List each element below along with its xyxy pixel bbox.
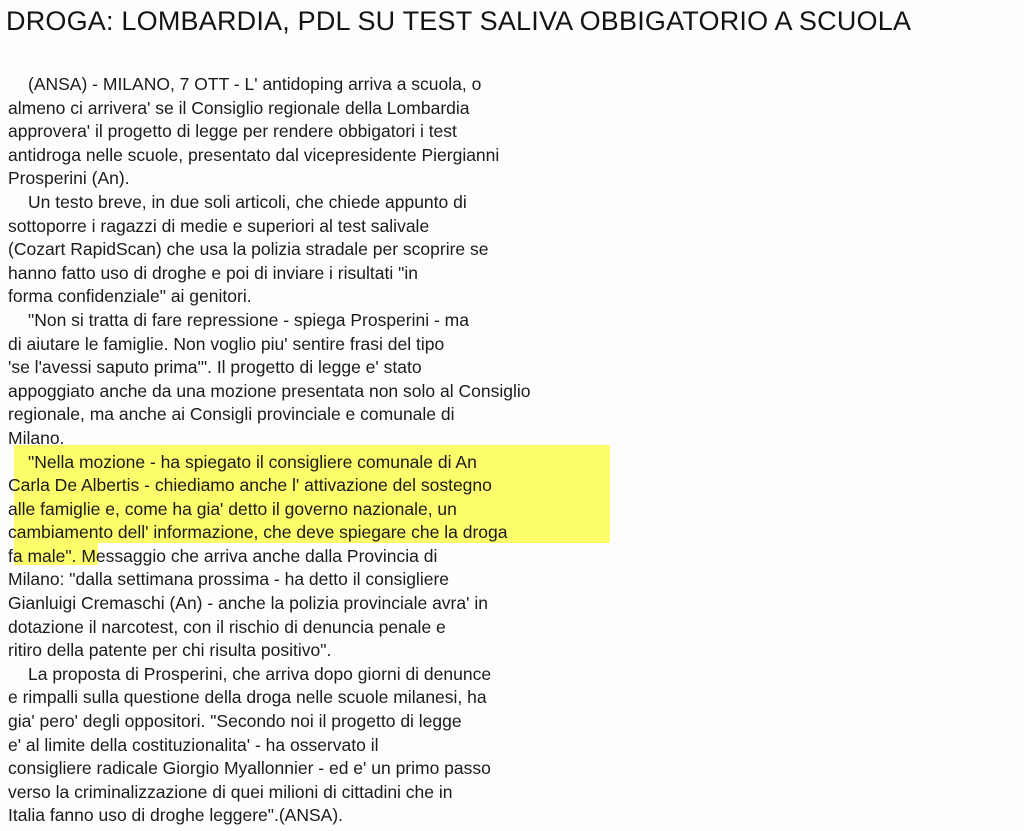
article-line: Gianluigi Cremaschi (An) - anche la polizia provinciale avra' in bbox=[8, 593, 488, 614]
article-line: fa male". Messaggio che arriva anche dalla Provincia di bbox=[8, 545, 438, 566]
article-line: "Nella mozione - ha spiegato il consigliere comunale di An bbox=[28, 451, 477, 472]
article-line: appoggiato anche da una mozione presentata non solo al Consiglio bbox=[8, 380, 531, 401]
article-line: ritiro della patente per chi risulta positivo". bbox=[8, 640, 332, 661]
article-line: e' al limite della costituzionalita' - ha osservato il bbox=[8, 734, 379, 755]
article-line: (ANSA) - MILANO, 7 OTT - L' antidoping arriva a scuola, o bbox=[28, 74, 482, 94]
article-line: regionale, ma anche ai Consigli provinciale e comunale di bbox=[8, 404, 455, 425]
article-line: sottoporre i ragazzi di medie e superiori al test salivale bbox=[8, 215, 430, 236]
article-line: La proposta di Prosperini, che arriva dopo giorni di denunce bbox=[28, 663, 492, 684]
article-line: antidroga nelle scuole, presentato dal vicepresidente Piergianni bbox=[8, 144, 500, 165]
article-line: 'se l'avessi saputo prima'". Il progetto di legge e' stato bbox=[8, 357, 422, 378]
article-line: verso la criminalizzazione di quei milioni di cittadini che in bbox=[8, 781, 453, 802]
article-line: gia' pero' degli oppositori. "Secondo noi il progetto di legge bbox=[8, 711, 462, 732]
article-line: Carla De Albertis - chiediamo anche l' attivazione del sostegno bbox=[8, 475, 492, 496]
article-line: cambiamento dell' informazione, che deve spiegare che la droga bbox=[8, 522, 508, 543]
article-line: almeno ci arrivera' se il Consiglio regionale della Lombardia bbox=[8, 97, 470, 118]
article-line: alle famiglie e, come ha gia' detto il governo nazionale, un bbox=[8, 498, 457, 519]
article-line: approvera' il progetto di legge per rendere obbigatori i test bbox=[8, 121, 457, 142]
article-line: hanno fatto uso di droghe e poi di inviare i risultati "in bbox=[8, 262, 418, 283]
article-line: forma confidenziale" ai genitori. bbox=[8, 286, 252, 307]
article-headline: DROGA: LOMBARDIA, PDL SU TEST SALIVA OBBIGATORIO A SCUOLA bbox=[6, 6, 912, 36]
article-line: Prosperini (An). bbox=[8, 168, 130, 189]
article-line: e rimpalli sulla questione della droga nelle scuole milanesi, ha bbox=[8, 687, 487, 708]
article-line: di aiutare le famiglie. Non voglio piu' sentire frasi del tipo bbox=[8, 333, 445, 354]
article-line: Un testo breve, in due soli articoli, che chiede appunto di bbox=[28, 191, 467, 212]
article-line: consigliere radicale Giorgio Myallonnier - ed e' un primo passo bbox=[8, 758, 491, 779]
article-line: "Non si tratta di fare repressione - spiega Prosperini - ma bbox=[28, 309, 469, 330]
article-line: Milano: "dalla settimana prossima - ha detto il consigliere bbox=[8, 569, 450, 590]
article-body bbox=[8, 73, 708, 828]
article-line: (Cozart RapidScan) che usa la polizia stradale per scoprire se bbox=[8, 239, 489, 260]
article-line: dotazione il narcotest, con il rischio di denuncia penale e bbox=[8, 616, 446, 637]
article-line: Milano. bbox=[8, 427, 65, 448]
article-line: Italia fanno uso di droghe leggere".(ANSA). bbox=[8, 805, 344, 826]
